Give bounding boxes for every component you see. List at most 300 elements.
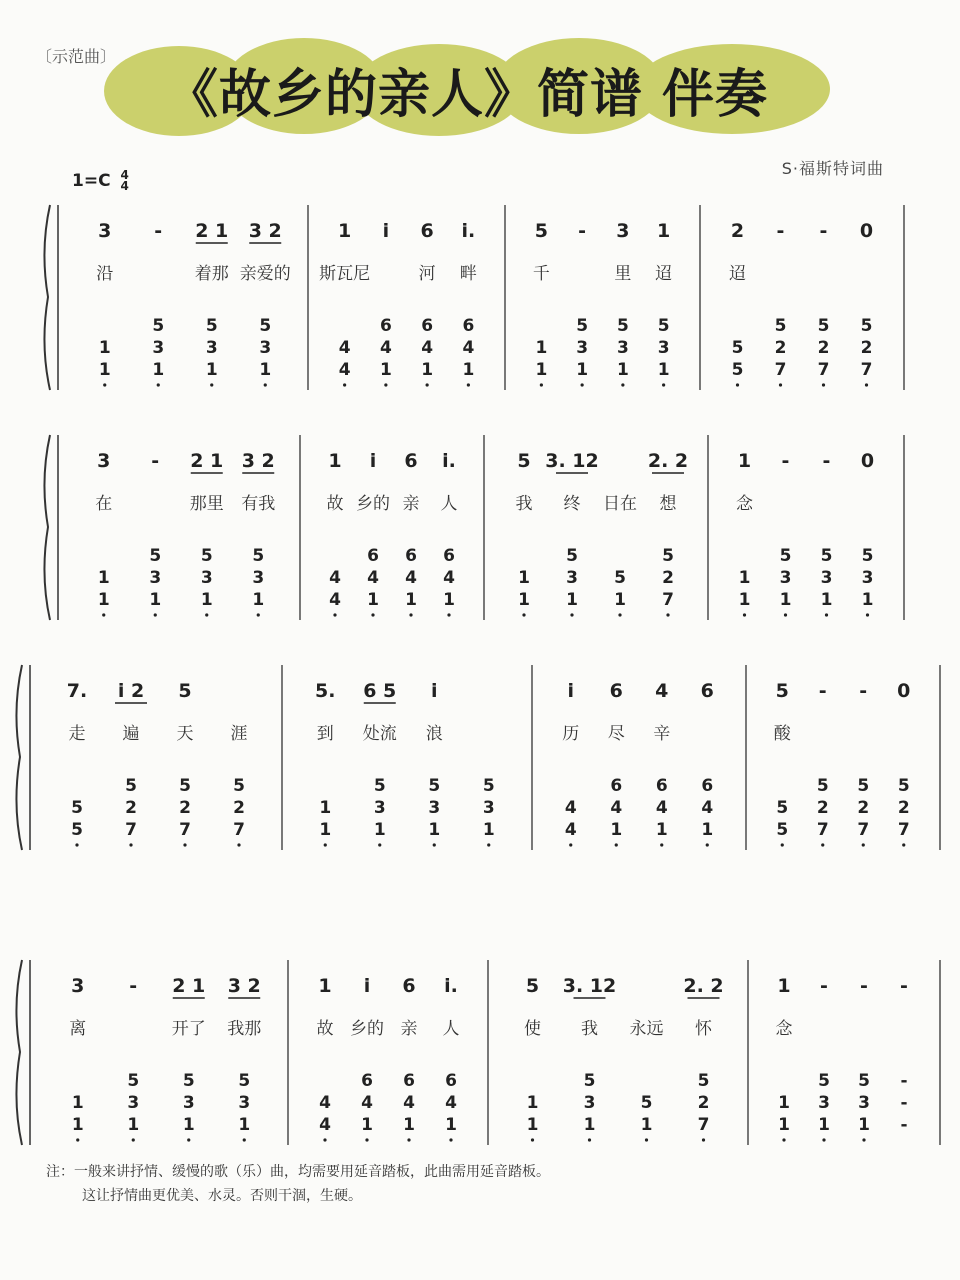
lyric: 故: [316, 1019, 334, 1039]
low-octave-dot: [821, 843, 824, 846]
low-octave-dot: [618, 613, 621, 616]
low-octave-dot: [581, 383, 584, 386]
accompaniment-note: 3: [818, 1093, 830, 1113]
accompaniment-note: 5: [482, 776, 495, 796]
lyric: 有我: [241, 494, 276, 514]
lyric: 人: [442, 1019, 460, 1039]
accompaniment-note: 5: [779, 546, 792, 566]
accompaniment-note: 7: [179, 820, 191, 840]
composer-credit: S·福斯特词曲: [781, 159, 884, 178]
melody-note: 3 2: [248, 220, 282, 242]
low-octave-dot: [540, 383, 543, 386]
accompaniment-note: 1: [259, 360, 272, 380]
low-octave-dot: [210, 383, 213, 386]
accompaniment-note: 4: [655, 798, 668, 818]
accompaniment-note: 5: [776, 820, 789, 840]
accompaniment-note: 4: [367, 568, 379, 588]
accompaniment-note: 2: [817, 338, 830, 358]
accompaniment-note: 5: [816, 776, 829, 796]
accompaniment-note: 6: [445, 1071, 457, 1091]
accompaniment-note: 2: [897, 798, 910, 818]
melody-note: 4: [655, 680, 669, 702]
accompaniment-note: 6: [610, 776, 623, 796]
accompaniment-note: 1: [640, 1115, 653, 1135]
system-brace: [44, 435, 50, 620]
lyric: 浪: [425, 724, 443, 744]
lyric: 永远: [629, 1019, 664, 1039]
lyric: 迢: [729, 264, 746, 284]
melody-note: 2. 2: [683, 975, 724, 997]
accompaniment-note: 4: [329, 568, 341, 588]
lyric: 迢: [655, 264, 673, 284]
system-brace: [16, 960, 22, 1145]
low-octave-dot: [822, 383, 825, 386]
accompaniment-note: 5: [71, 820, 83, 840]
accompaniment-note: 3: [205, 338, 218, 358]
lyric: 我: [581, 1019, 598, 1039]
accompaniment-note: 7: [817, 360, 830, 380]
accompaniment-note: 4: [379, 338, 392, 358]
melody-note: -: [776, 220, 785, 242]
time-bottom: 4: [120, 179, 129, 193]
accompaniment-note: 5: [861, 546, 874, 566]
low-octave-dot: [865, 383, 868, 386]
accompaniment-note: 5: [818, 1071, 830, 1091]
low-octave-dot: [781, 843, 784, 846]
system-brace: [16, 665, 22, 850]
melody-note: i.: [444, 975, 458, 997]
low-octave-dot: [157, 383, 160, 386]
accompaniment-note: 1: [535, 360, 548, 380]
low-octave-dot: [409, 613, 412, 616]
low-octave-dot: [743, 613, 746, 616]
low-octave-dot: [371, 613, 374, 616]
lyric: 人: [440, 494, 458, 514]
accompaniment-note: 7: [125, 820, 137, 840]
melody-note: 5: [517, 450, 531, 472]
melody-note: 5.: [315, 680, 336, 702]
melody-note: 3: [98, 220, 112, 242]
low-octave-dot: [862, 843, 865, 846]
accompaniment-note: 3: [149, 568, 162, 588]
accompaniment-note: 3: [482, 798, 495, 818]
accompaniment-note: 7: [857, 820, 870, 840]
accompaniment-note: 1: [152, 360, 165, 380]
low-octave-dot: [866, 613, 869, 616]
low-octave-dot: [531, 1138, 534, 1141]
accompaniment-note: 7: [233, 820, 245, 840]
lyric: 畔: [459, 264, 477, 284]
accompaniment-note: 6: [405, 546, 417, 566]
accompaniment-note: 6: [462, 316, 475, 336]
low-octave-dot: [76, 1138, 79, 1141]
accompaniment-note: 6: [379, 316, 392, 336]
accompaniment-note: 4: [405, 568, 417, 588]
low-octave-dot: [736, 383, 739, 386]
low-octave-dot: [782, 1138, 785, 1141]
accompaniment-note: 1: [373, 820, 386, 840]
accompaniment-note: 5: [731, 338, 744, 358]
accompaniment-note: 6: [403, 1071, 415, 1091]
lyric: 在: [95, 494, 113, 514]
lyric: 念: [775, 1019, 793, 1039]
accompaniment-note: 5: [149, 546, 162, 566]
lyric: 故: [326, 494, 344, 514]
lyric: 乡的: [356, 494, 390, 514]
low-octave-dot: [343, 383, 346, 386]
accompaniment-note: 7: [697, 1115, 710, 1135]
accompaniment-note: 1: [616, 360, 629, 380]
accompaniment-note: 1: [252, 590, 265, 610]
low-octave-dot: [333, 613, 336, 616]
low-octave-dot: [615, 843, 618, 846]
melody-note: 0: [859, 220, 874, 242]
low-octave-dot: [621, 383, 624, 386]
accompaniment-note: 1: [319, 820, 332, 840]
accompaniment-note: 2: [816, 798, 829, 818]
accompaniment-note: 5: [776, 798, 789, 818]
accompaniment-note: 3: [616, 338, 629, 358]
melody-note: 2 1: [190, 450, 224, 472]
melody-note: 6: [420, 220, 434, 242]
accompaniment-note: 1: [405, 590, 417, 610]
low-octave-dot: [779, 383, 782, 386]
lyric: 乡的: [350, 1019, 384, 1039]
accompaniment-note: 5: [127, 1071, 140, 1091]
melody-note: i: [430, 680, 438, 702]
accompaniment-note: 5: [697, 1071, 710, 1091]
accompaniment-note: 5: [205, 316, 218, 336]
accompaniment-note: 7: [662, 590, 674, 610]
lyric: 天: [176, 724, 194, 744]
low-octave-dot: [243, 1138, 246, 1141]
lyric: 我那: [227, 1019, 262, 1039]
lyric: 历: [562, 724, 580, 744]
accompaniment-note: 1: [738, 568, 751, 588]
accompaniment-note: 5: [152, 316, 165, 336]
system-brace: [44, 205, 50, 390]
lyric: 那里: [189, 494, 224, 514]
accompaniment-note: 4: [338, 360, 351, 380]
accompaniment-note: 5: [179, 776, 191, 796]
melody-note: -: [819, 220, 828, 242]
lyric: 日在: [603, 494, 637, 514]
lyric: 处流: [362, 724, 397, 744]
accompaniment-note: 5: [125, 776, 137, 796]
low-octave-dot: [822, 1138, 825, 1141]
accompaniment-note: 5: [71, 798, 83, 818]
melody-note: i.: [442, 450, 456, 472]
lyric: 使: [524, 1019, 541, 1039]
melody-note: -: [859, 680, 868, 702]
low-octave-dot: [487, 843, 490, 846]
low-octave-dot: [522, 613, 525, 616]
lyric: 怀: [695, 1019, 712, 1039]
accompaniment-note: 1: [818, 1115, 830, 1135]
accompaniment-note: 5: [233, 776, 245, 796]
low-octave-dot: [645, 1138, 648, 1141]
accompaniment-note: 4: [462, 338, 475, 358]
accompaniment-note: 2: [179, 798, 191, 818]
melody-note: -: [781, 450, 790, 472]
melody-note: -: [151, 450, 160, 472]
melody-note: 2: [730, 220, 745, 242]
accompaniment-note: 1: [778, 1093, 790, 1113]
accompaniment-note: 2: [662, 568, 674, 588]
melody-note: 3: [616, 220, 630, 242]
melody-note: 2. 2: [647, 450, 689, 472]
accompaniment-note: 1: [319, 798, 332, 818]
low-octave-dot: [129, 843, 132, 846]
low-octave-dot: [666, 613, 669, 616]
accompaniment-note: 3: [861, 568, 874, 588]
accompaniment-note: 4: [564, 820, 577, 840]
accompaniment-note: 1: [518, 568, 530, 588]
accompaniment-note: 5: [860, 316, 873, 336]
accompaniment-note: 5: [857, 776, 870, 796]
accompaniment-note: 7: [897, 820, 910, 840]
accompaniment-note: 1: [71, 1115, 84, 1135]
accompaniment-note: 1: [71, 1093, 84, 1113]
accompaniment-note: 4: [610, 798, 623, 818]
melody-note: i: [382, 220, 390, 242]
accompaniment-note: 1: [361, 1115, 373, 1135]
accompaniment-note: 5: [238, 1071, 251, 1091]
low-octave-dot: [323, 1138, 326, 1141]
accompaniment-note: 1: [820, 590, 833, 610]
melody-note: 6: [700, 680, 714, 702]
accompaniment-note: 6: [443, 546, 455, 566]
footnote-line-1: 注：一般来讲抒情、缓慢的歌（乐）曲，均需要用延音踏板，此曲需用延音踏板。: [46, 1164, 550, 1180]
melody-note: i 2: [117, 680, 145, 702]
low-octave-dot: [257, 613, 260, 616]
accompaniment-note: 5: [616, 316, 629, 336]
accompaniment-note: 1: [205, 360, 218, 380]
low-octave-dot: [187, 1138, 190, 1141]
example-tag: 〔示范曲〕: [36, 47, 117, 66]
lyric: 千: [532, 264, 550, 284]
accompaniment-note: 3: [576, 338, 589, 358]
accompaniment-note: 1: [576, 360, 589, 380]
lyric: 想: [659, 494, 677, 514]
melody-note: -: [900, 975, 908, 997]
lyric: 走: [68, 724, 86, 744]
melody-note: 1: [657, 220, 671, 242]
low-octave-dot: [662, 383, 665, 386]
melody-note: 3 2: [227, 975, 261, 997]
accompaniment-note: 6: [361, 1071, 373, 1091]
accompaniment-note: 1: [535, 338, 548, 358]
melody-note: i.: [461, 220, 476, 242]
accompaniment-note: 2: [233, 798, 245, 818]
lyric: 到: [316, 724, 334, 744]
accompaniment-note: 7: [774, 360, 787, 380]
melody-note: -: [820, 975, 828, 997]
accompaniment-note: -: [900, 1071, 908, 1091]
accompaniment-note: 1: [462, 360, 475, 380]
melody-note: 2 1: [172, 975, 206, 997]
accompaniment-note: 1: [127, 1115, 140, 1135]
accompaniment-note: 5: [657, 316, 670, 336]
melody-note: i: [363, 975, 371, 997]
accompaniment-note: 1: [149, 590, 162, 610]
accompaniment-note: 1: [566, 590, 578, 610]
accompaniment-note: 3: [238, 1093, 251, 1113]
accompaniment-note: 1: [655, 820, 668, 840]
lyric: 辛: [653, 724, 671, 744]
melody-note: 6: [404, 450, 418, 472]
melody-note: 3: [71, 975, 85, 997]
low-octave-dot: [702, 1138, 705, 1141]
accompaniment-note: 1: [526, 1093, 539, 1113]
accompaniment-note: 5: [662, 546, 674, 566]
accompaniment-note: 5: [817, 316, 830, 336]
melody-note: 3 2: [241, 450, 275, 472]
low-octave-dot: [784, 613, 787, 616]
melody-note: -: [860, 975, 868, 997]
lyric: 沿: [96, 264, 114, 284]
accompaniment-note: 5: [200, 546, 213, 566]
melody-note: 6 5: [363, 680, 397, 702]
accompaniment-note: 3: [779, 568, 792, 588]
accompaniment-note: 1: [610, 820, 623, 840]
accompaniment-note: 3: [252, 568, 265, 588]
accompaniment-note: 4: [338, 338, 351, 358]
accompaniment-note: 5: [897, 776, 910, 796]
accompaniment-note: 3: [200, 568, 213, 588]
accompaniment-note: 1: [403, 1115, 415, 1135]
melody-note: 1: [328, 450, 342, 472]
low-octave-dot: [660, 843, 663, 846]
accompaniment-note: 4: [361, 1093, 373, 1113]
accompaniment-note: 1: [200, 590, 213, 610]
accompaniment-note: 5: [583, 1071, 596, 1091]
melody-note: 0: [897, 680, 911, 702]
lyric: 亲爱的: [239, 264, 291, 284]
low-octave-dot: [569, 843, 572, 846]
lyric: 遍: [122, 724, 140, 744]
accompaniment-note: 5: [428, 776, 441, 796]
melody-note: 6: [609, 680, 623, 702]
accompaniment-note: 4: [421, 338, 434, 358]
accompaniment-note: 1: [97, 568, 110, 588]
accompaniment-note: -: [900, 1093, 908, 1113]
accompaniment-note: 6: [367, 546, 379, 566]
accompaniment-note: 5: [731, 360, 744, 380]
accompaniment-note: 5: [259, 316, 272, 336]
accompaniment-note: 6: [421, 316, 434, 336]
accompaniment-note: 4: [319, 1115, 331, 1135]
accompaniment-note: 3: [858, 1093, 870, 1113]
lyric: 河: [418, 264, 436, 284]
low-octave-dot: [154, 613, 157, 616]
accompaniment-note: 1: [98, 360, 111, 380]
accompaniment-note: 1: [657, 360, 670, 380]
accompaniment-note: 3: [373, 798, 386, 818]
low-octave-dot: [205, 613, 208, 616]
melody-note: 1: [318, 975, 332, 997]
accompaniment-note: 4: [443, 568, 455, 588]
low-octave-dot: [570, 613, 573, 616]
melody-note: i: [369, 450, 377, 472]
low-octave-dot: [378, 843, 381, 846]
accompaniment-note: 1: [98, 338, 111, 358]
lyric: 离: [69, 1019, 87, 1039]
accompaniment-note: 5: [576, 316, 589, 336]
low-octave-dot: [467, 383, 470, 386]
accompaniment-note: 3: [152, 338, 165, 358]
accompaniment-note: 4: [403, 1093, 415, 1113]
accompaniment-note: 6: [655, 776, 668, 796]
accompaniment-note: 4: [329, 590, 341, 610]
accompaniment-note: 1: [182, 1115, 195, 1135]
accompaniment-note: 1: [614, 590, 626, 610]
accompaniment-note: 1: [778, 1115, 790, 1135]
accompaniment-note: 1: [482, 820, 495, 840]
accompaniment-note: 5: [373, 776, 386, 796]
lyric: 斯瓦尼: [319, 264, 371, 284]
lyric: 酸: [773, 724, 791, 744]
low-octave-dot: [324, 843, 327, 846]
accompaniment-note: 5: [640, 1093, 653, 1113]
melody-note: -: [578, 220, 587, 242]
melody-note: 3. 12: [545, 450, 599, 472]
melody-note: 5: [525, 975, 540, 997]
accompaniment-note: 1: [526, 1115, 539, 1135]
melody-note: 5: [775, 680, 789, 702]
accompaniment-note: 2: [697, 1093, 710, 1113]
accompaniment-note: 1: [238, 1115, 251, 1135]
accompaniment-note: 4: [445, 1093, 457, 1113]
melody-note: 0: [860, 450, 875, 472]
accompaniment-note: 1: [861, 590, 874, 610]
melody-note: 7.: [66, 680, 88, 702]
accompaniment-note: 1: [518, 590, 530, 610]
low-octave-dot: [706, 843, 709, 846]
melody-note: -: [822, 450, 831, 472]
low-octave-dot: [902, 843, 905, 846]
lyric: 亲: [402, 494, 420, 514]
melody-note: 3: [97, 450, 111, 472]
accompaniment-note: 3: [259, 338, 272, 358]
low-octave-dot: [426, 383, 429, 386]
low-octave-dot: [132, 1138, 135, 1141]
accompaniment-note: 3: [566, 568, 578, 588]
accompaniment-note: 1: [428, 820, 441, 840]
accompaniment-note: 1: [97, 590, 110, 610]
low-octave-dot: [183, 843, 186, 846]
lyric: 我: [515, 494, 533, 514]
low-octave-dot: [384, 383, 387, 386]
accompaniment-note: 7: [860, 360, 873, 380]
accompaniment-note: 3: [657, 338, 670, 358]
accompaniment-note: 5: [820, 546, 833, 566]
low-octave-dot: [407, 1138, 410, 1141]
accompaniment-note: 1: [738, 590, 751, 610]
melody-note: -: [154, 220, 163, 242]
melody-note: 1: [737, 450, 752, 472]
low-octave-dot: [433, 843, 436, 846]
low-octave-dot: [264, 383, 267, 386]
accompaniment-note: 5: [774, 316, 787, 336]
accompaniment-note: 4: [319, 1093, 331, 1113]
accompaniment-note: 4: [564, 798, 577, 818]
low-octave-dot: [449, 1138, 452, 1141]
melody-note: 6: [402, 975, 416, 997]
accompaniment-note: 6: [701, 776, 714, 796]
melody-note: 1: [777, 975, 791, 997]
footnote-line-2: 这让抒情曲更优美、水灵。否则干涸，生硬。: [82, 1188, 362, 1204]
